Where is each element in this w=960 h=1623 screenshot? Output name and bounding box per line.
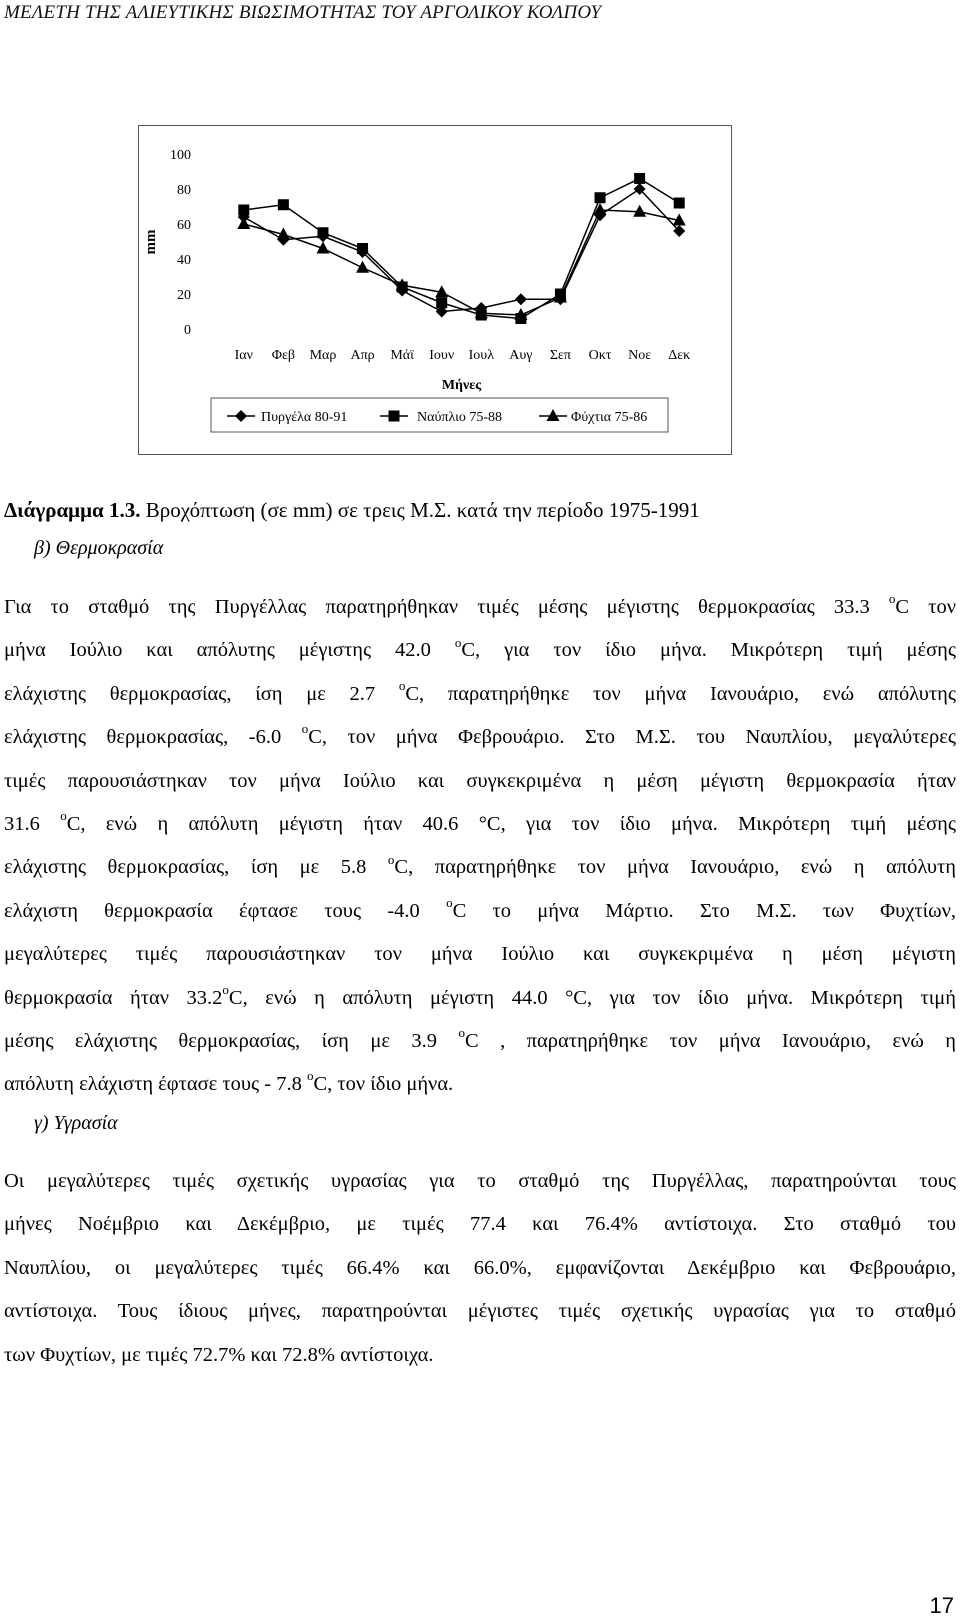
x-tick-label: Οκτ bbox=[588, 348, 612, 363]
x-tick-label: Φεβ bbox=[271, 348, 295, 363]
page-number: 17 bbox=[929, 1593, 954, 1618]
data-point-square bbox=[357, 243, 368, 254]
data-point-diamond bbox=[515, 293, 527, 305]
x-tick-label: Απρ bbox=[350, 348, 375, 363]
legend-marker-diamond bbox=[235, 410, 247, 422]
section-heading-temperature: β) Θερμοκρασία bbox=[34, 537, 164, 559]
text-line: ελάχιστης θερμοκρασίας, -6.0 $^o$C, τον μήνα Φεβρουάριο. Στο Μ.Σ. του Ναυπλίου, μεγαλύτερες bbox=[4, 721, 956, 749]
humidity-paragraph bbox=[4, 1160, 956, 1377]
y-axis-label: mm bbox=[143, 229, 159, 255]
temperature-paragraph bbox=[4, 586, 956, 1107]
text-line: ελάχιστης θερμοκρασίας, ίση με 2.7 $^o$C, παρατηρήθηκε τον μήνα Ιανουάριο, ενώ απόλυτης bbox=[4, 677, 956, 705]
data-point-square bbox=[436, 297, 447, 308]
text-line: μήνες Νοέμβριο και Δεκέμβριο, με τιμές 77.4 και 76.4% αντίστοιχα. Στο σταθμό του bbox=[4, 1213, 956, 1236]
text-line: των Φυχτίων, με τιμές 72.7% και 72.8% αντίστοιχα. bbox=[4, 1343, 434, 1366]
x-tick-label: Μάϊ bbox=[390, 348, 414, 363]
data-point-square bbox=[278, 199, 289, 210]
text-line: Για το σταθμό της Πυργέλλας παρατηρήθηκαν τιμές μέσης μέγιστης θερμοκρασίας 33.3 $^o$C τον bbox=[4, 591, 957, 618]
data-point-square bbox=[317, 227, 328, 238]
legend-label: Πυργέλα 80-91 bbox=[261, 410, 348, 425]
text-line: απόλυτη ελάχιστη έφτασε τους - 7.8 $^o$C, τον ίδιο μήνα. bbox=[4, 1068, 454, 1096]
text-line: 31.6 $^o$C, ενώ η απόλυτη μέγιστη ήταν 40.6 °C, για τον ίδιο μήνα. Μικρότερη τιμή μέσης bbox=[4, 808, 957, 835]
series-line-diamond bbox=[244, 189, 679, 312]
text-line: τιμές παρουσιάστηκαν τον μήνα Ιούλιο και συγκεκριμένα η μέση μέγιστη θερμοκρασία ήταν bbox=[4, 769, 956, 792]
text-line: μεγαλύτερες τιμές παρουσιάστηκαν τον μήνα Ιούλιο και συγκεκριμένα η μέση μέγιστη bbox=[4, 943, 956, 966]
caption-text: Βροχόπτωση (σε mm) σε τρεις Μ.Σ. κατά την περίοδο 1975-1991 bbox=[140, 498, 700, 522]
text-line: θερμοκρασία ήταν 33.2$^o$C, ενώ η απόλυτη μέγιστη 44.0 °C, για τον ίδιο μήνα. Μικρότερη τιμή bbox=[4, 981, 956, 1009]
text-line: μήνα Ιούλιο και απόλυτης μέγιστης 42.0 $^o$C, για τον ίδιο μήνα. Μικρότερη τιμή μέσης bbox=[4, 634, 956, 662]
x-tick-label: Ιουν bbox=[429, 348, 455, 363]
series-line-square bbox=[244, 179, 679, 319]
y-tick-label: 20 bbox=[177, 288, 191, 303]
legend-marker-square bbox=[389, 411, 400, 422]
caption-label: Διάγραμμα 1.3. bbox=[4, 498, 141, 522]
rainfall-chart bbox=[138, 125, 732, 455]
data-point-triangle bbox=[633, 205, 646, 217]
y-tick-label: 60 bbox=[177, 218, 191, 233]
x-tick-label: Σεπ bbox=[549, 348, 572, 363]
text-line: Οι μεγαλύτερες τιμές σχετικής υγρασίας για το σταθμό της Πυργέλλας, παρατηρούνται τους bbox=[4, 1170, 956, 1192]
y-tick-label: 80 bbox=[177, 183, 191, 198]
text-line: ελάχιστης θερμοκρασίας, ίση με 5.8 $^o$C, παρατηρήθηκε τον μήνα Ιανουάριο, ενώ η απόλυτη bbox=[4, 851, 956, 879]
data-point-square bbox=[674, 198, 685, 209]
x-tick-label: Αυγ bbox=[509, 348, 533, 363]
text-line: ελάχιστη θερμοκρασία έφτασε τους -4.0 $^o$C το μήνα Μάρτιο. Στο Μ.Σ. των Φυχτίων, bbox=[4, 894, 957, 922]
legend-label: Ναύπλιο 75-88 bbox=[417, 410, 502, 425]
x-tick-label: Μαρ bbox=[309, 348, 337, 363]
text-line: Ναυπλίου, οι μεγαλύτερες τιμές 66.4% και 66.0%, εμφανίζονται Δεκέμβριο και Φεβρουάριο, bbox=[4, 1256, 956, 1279]
legend-marker-triangle bbox=[547, 409, 560, 421]
text-line: μέσης ελάχιστης θερμοκρασίας, ίση με 3.9 $^o$C , παρατηρήθηκε τον μήνα Ιανουάριο, ενώ η bbox=[4, 1025, 957, 1052]
y-tick-label: 40 bbox=[177, 253, 191, 268]
rainfall-chart-svg bbox=[139, 126, 733, 456]
data-point-square bbox=[238, 205, 249, 216]
figure-caption bbox=[4, 498, 700, 523]
data-point-square bbox=[595, 192, 606, 203]
x-tick-label: Νοε bbox=[628, 348, 652, 363]
section-heading-humidity: γ) Υγρασία bbox=[34, 1112, 118, 1134]
data-point-triangle bbox=[356, 261, 369, 273]
text-line: αντίστοιχα. Τους ίδιους μήνες, παρατηρούνται μέγιστες τιμές σχετικής υγρασίας για το σταθμό bbox=[4, 1300, 956, 1323]
x-axis-label: Μήνες bbox=[441, 378, 482, 393]
y-tick-label: 0 bbox=[184, 323, 191, 338]
x-tick-label: Ιουλ bbox=[468, 348, 494, 363]
series-line-triangle bbox=[244, 210, 679, 315]
y-tick-label: 100 bbox=[170, 148, 191, 163]
data-point-square bbox=[634, 173, 645, 184]
running-header: ΜΕΛΕΤΗ ΤΗΣ ΑΛΙΕΥΤΙΚΗΣ ΒΙΩΣΙΜΟΤΗΤΑΣ ΤΟΥ ΑΡΓΟΛΙΚΟΥ ΚΟΛΠΟΥ bbox=[4, 2, 602, 23]
x-tick-label: Ιαν bbox=[234, 348, 253, 363]
legend-label: Φύχτια 75-86 bbox=[571, 410, 648, 425]
x-tick-label: Δεκ bbox=[668, 348, 691, 363]
